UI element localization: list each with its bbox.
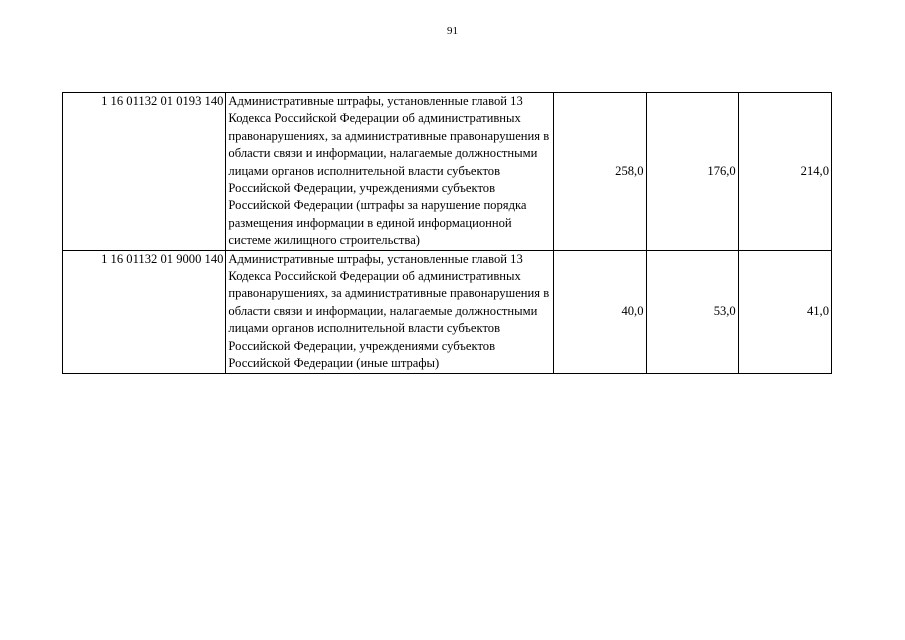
value-year-3: 214,0 [738, 93, 831, 251]
classification-code: 1 16 01132 01 9000 140 [63, 250, 226, 373]
value-year-3: 41,0 [738, 250, 831, 373]
classification-code: 1 16 01132 01 0193 140 [63, 93, 226, 251]
table-row [63, 250, 832, 373]
page-number: 91 [447, 25, 458, 37]
revenue-description: Административные штрафы, установленные главой 13 Кодекса Российской Федерации об административных правонарушениях, за административные правонарушения в области связи и информации, налагаемые должностными лицами органов исполнительной власти субъектов Российской Федерации, учреждениями субъектов Российской Федерации (иные штрафы) [226, 250, 554, 373]
table-row [63, 93, 832, 251]
value-year-2: 53,0 [646, 250, 738, 373]
revenue-description: Административные штрафы, установленные главой 13 Кодекса Российской Федерации об административных правонарушениях, за административные правонарушения в области связи и информации, налагаемые должностными лицами органов исполнительной власти субъектов Российской Федерации, учреждениями субъектов Российской Федерации (штрафы за нарушение порядка размещения информации в единой информационной системе жилищного строительства) [226, 93, 554, 251]
value-year-1: 40,0 [554, 250, 646, 373]
budget-table [62, 92, 832, 374]
value-year-1: 258,0 [554, 93, 646, 251]
value-year-2: 176,0 [646, 93, 738, 251]
